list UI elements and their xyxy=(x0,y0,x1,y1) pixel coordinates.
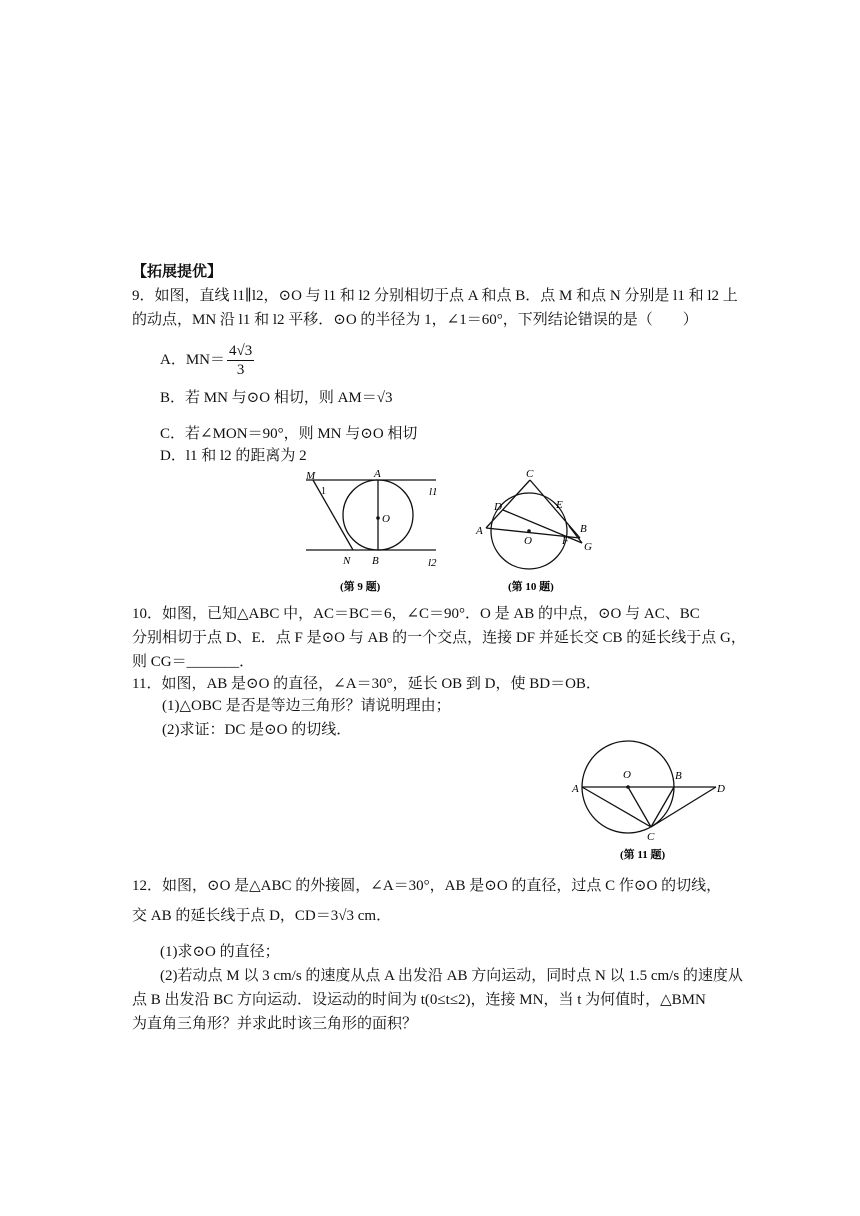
figure-9-diagram xyxy=(296,468,456,598)
fig9-label-n: N xyxy=(343,555,351,567)
fig10-label-e: E xyxy=(556,499,563,511)
q10-line3: 则 CG＝_______． xyxy=(132,654,255,670)
q10-line1: 10．如图，已知△ABC 中，AC＝BC＝6，∠C＝90°．O 是 AB 的中点，⊙O 与 AC、BC xyxy=(132,606,700,622)
fraction-denominator: 3 xyxy=(236,362,245,378)
fig11-label-c: C xyxy=(647,831,655,843)
q12-line1: 12．如图，⊙O 是△ABC 的外接圆，∠A＝30°，AB 是⊙O 的直径，过点 C 作⊙O 的切线， xyxy=(132,878,722,894)
q9-option-a-prefix: A．MN＝ xyxy=(160,351,226,368)
fig9-label-1: 1 xyxy=(321,486,326,497)
fig10-label-c: C xyxy=(526,468,534,480)
q9-option-a-fraction xyxy=(227,342,254,379)
fig9-label-o: O xyxy=(382,513,390,525)
q10-line2: 分别相切于点 D、E．点 F 是⊙O 与 AB 的一个交点，连接 DF 并延长交 CB 的延长线于点 G， xyxy=(132,630,746,646)
q11-line1: 11．如图，AB 是⊙O 的直径，∠A＝30°，延长 OB 到 D，使 BD＝OB． xyxy=(132,676,601,692)
fig9-label-a: A xyxy=(374,468,381,480)
fig11-label-d: D xyxy=(717,783,725,795)
q12-part2-line1: (2)若动点 M 以 3 cm/s 的速度从点 A 出发沿 AB 方向运动，同时点 N 以 1.5 cm/s 的速度从 xyxy=(160,968,743,984)
fraction-numerator: 4√3 xyxy=(229,343,253,359)
q9-option-b: B．若 MN 与⊙O 相切，则 AM＝√3 xyxy=(160,390,393,406)
q9-line1: 9．如图，直线 l1∥l2，⊙O 与 l1 和 l2 分别相切于点 A 和点 B．点 M 和点 N 分别是 l1 和 l2 上 xyxy=(132,288,738,304)
q12-part2-line3: 为直角三角形？并求此时该三角形的面积？ xyxy=(132,1016,418,1032)
fig11-caption: (第 11 题) xyxy=(620,849,666,861)
fig10-label-f: F xyxy=(562,535,569,547)
figure-10-diagram xyxy=(472,468,602,598)
q11-part2: (2)求证：DC 是⊙O 的切线． xyxy=(162,722,352,738)
fig11-label-a: A xyxy=(572,783,579,795)
fig10-label-b: B xyxy=(580,523,587,535)
q9-line2: 的动点，MN 沿 l1 和 l2 平移．⊙O 的半径为 1，∠1＝60°，下列结论错误的是（ ） xyxy=(132,312,698,328)
fig11-label-b: B xyxy=(675,770,682,782)
fig10-label-d: D xyxy=(494,501,502,513)
q9-option-c: C．若∠MON＝90°，则 MN 与⊙O 相切 xyxy=(160,426,418,442)
fig10-label-o: O xyxy=(524,535,532,547)
fig10-caption: (第 10 题) xyxy=(508,581,554,593)
q11-part1: (1)△OBC 是否是等边三角形？请说明理由； xyxy=(162,698,451,714)
figure-11-diagram xyxy=(568,734,738,864)
q9-option-a xyxy=(160,342,254,379)
q12-line2: 交 AB 的延长线于点 D，CD＝3√3 cm． xyxy=(132,908,392,924)
fig10-label-g: G xyxy=(584,541,592,553)
fig9-caption: (第 9 题) xyxy=(340,581,381,593)
fig9-label-b: B xyxy=(372,555,379,567)
section-title: 【拓展提优】 xyxy=(132,264,223,280)
fig9-label-l2: l2 xyxy=(428,557,437,569)
fig9-label-l1: l1 xyxy=(429,486,438,498)
q12-part2-line2: 点 B 出发沿 BC 方向运动．设运动的时间为 t(0≤t≤2)，连接 MN，当 t 为何值时，△BMN xyxy=(132,992,706,1008)
q9-option-d: D．l1 和 l2 的距离为 2 xyxy=(160,448,307,464)
q12-part1: (1)求⊙O 的直径； xyxy=(160,944,280,960)
fig10-label-a: A xyxy=(476,525,483,537)
fig11-label-o: O xyxy=(623,769,631,781)
fig9-label-m: M xyxy=(306,470,316,482)
